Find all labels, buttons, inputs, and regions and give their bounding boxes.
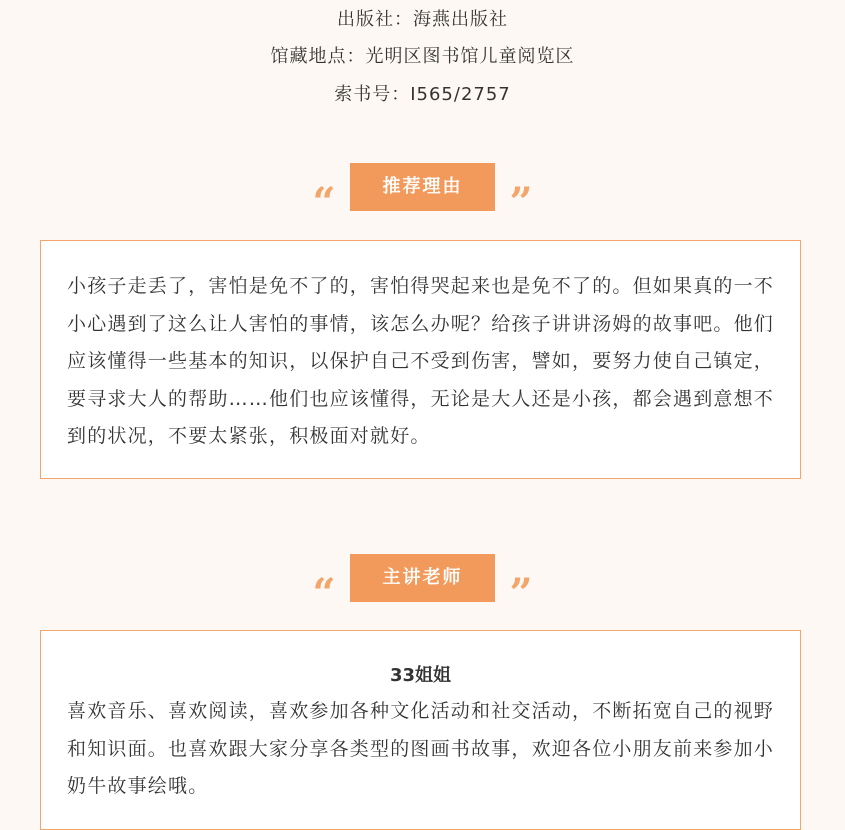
publisher-line: 出版社：海燕出版社	[337, 9, 508, 30]
recommend-title: 推荐理由	[350, 163, 495, 211]
teacher-name: 33姐姐	[389, 665, 452, 686]
teacher-box	[40, 630, 801, 830]
recommend-header	[0, 163, 845, 226]
location-line: 馆藏地点：光明区图书馆儿童阅览区	[270, 46, 575, 67]
open-quote-icon: “	[312, 179, 336, 226]
teacher-title: 主讲老师	[350, 554, 495, 602]
teacher-text: 喜欢音乐、喜欢阅读，喜欢参加各种文化活动和社交活动，不断拓宽自己的视野和知识面。也喜欢跟大家分享各类型的图画书故事，欢迎各位小朋友前来参加小奶牛故事绘哦。	[67, 700, 775, 797]
close-quote-icon: ”	[509, 570, 533, 617]
recommend-box	[40, 240, 801, 479]
close-quote-icon: ”	[509, 179, 533, 226]
call-number-line: 索书号：I565/2757	[334, 84, 511, 105]
teacher-header	[0, 554, 845, 617]
recommend-text: 小孩子走丢了，害怕是免不了的，害怕得哭起来也是免不了的。但如果真的一不小心遇到了这么让人害怕的事情，该怎么办呢？给孩子讲讲汤姆的故事吧。他们应该懂得一些基本的知识，以保护自己不受到伤害，譬如，要努力使自己镇定，要寻求大人的帮助……他们也应该懂得，无论是大人还是小孩，都会遇到意想不到的状况，不要太紧张，积极面对就好。	[67, 275, 775, 447]
open-quote-icon: “	[312, 570, 336, 617]
